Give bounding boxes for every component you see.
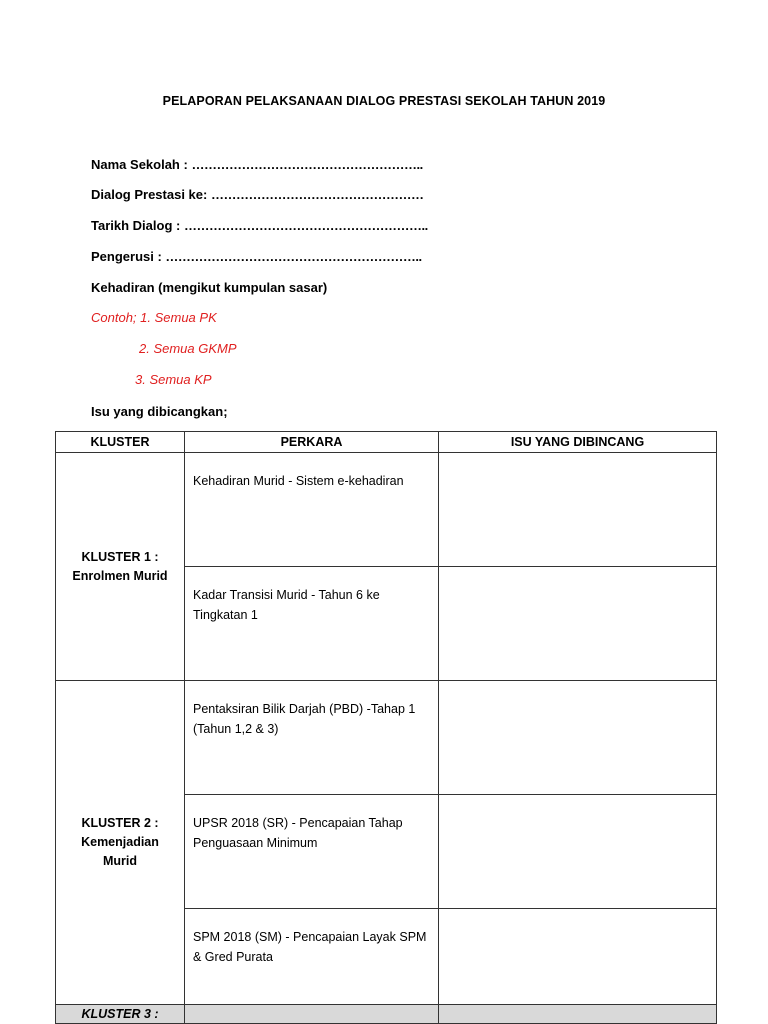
perkara-cell: Kehadiran Murid - Sistem e-kehadiran [185,453,439,567]
kluster-table [55,431,717,1024]
contoh-line-2: 2. Semua GKMP [139,341,237,356]
isu-cell[interactable] [439,909,717,1005]
header-kluster: KLUSTER [56,432,185,453]
table-row [56,1005,717,1024]
kluster-2-subtitle-1: Kemenjadian [81,835,159,849]
contoh-line-1: Contoh; 1. Semua PK [91,310,217,325]
perkara-cell[interactable] [185,1005,439,1024]
kehadiran-label: Kehadiran (mengikut kumpulan sasar) [91,280,328,295]
contoh-line-3: 3. Semua KP [135,372,212,387]
perkara-cell: Kadar Transisi Murid - Tahun 6 ke Tingkatan 1 [185,567,439,681]
perkara-cell: Pentaksiran Bilik Darjah (PBD) -Tahap 1 (Tahun 1,2 & 3) [185,681,439,795]
field-dialog-prestasi [91,187,423,202]
field-nama-sekolah [91,157,423,172]
field-label: Dialog Prestasi ke: [91,187,208,202]
perkara-cell: UPSR 2018 (SR) - Pencapaian Tahap Penguasaan Minimum [185,795,439,909]
field-value: ………………………………………………….. [183,218,428,233]
isu-cell[interactable] [439,681,717,795]
isu-cell[interactable] [439,567,717,681]
table-row [56,453,717,567]
isu-cell[interactable] [439,453,717,567]
kluster-2-subtitle-2: Murid [102,854,138,868]
field-value: ……………………………………………….. [191,157,423,172]
kluster-1-subtitle: Enrolmen Murid [72,568,168,583]
field-label: Pengerusi : [91,249,162,264]
field-label: Nama Sekolah : [91,157,188,172]
header-isu: ISU YANG DIBINCANG [439,432,717,453]
field-value: …………………………………………………….. [165,249,422,264]
isu-cell[interactable] [439,1005,717,1024]
field-label: Tarikh Dialog : [91,218,181,233]
header-perkara: PERKARA [185,432,439,453]
field-tarikh-dialog [91,218,428,233]
isu-cell[interactable] [439,795,717,909]
document-title: PELAPORAN PELAKSANAAN DIALOG PRESTASI SEKOLAH TAHUN 2019 [162,94,606,108]
field-pengerusi [91,249,422,264]
table-row [56,681,717,795]
kluster-1-title: KLUSTER 1 : [81,549,159,564]
kluster-2-title: KLUSTER 2 : [81,816,159,830]
kluster-3-cell: KLUSTER 3 : [56,1005,185,1024]
perkara-cell: SPM 2018 (SM) - Pencapaian Layak SPM & Gred Purata [185,909,439,1005]
isu-label: Isu yang dibicangkan; [91,404,228,419]
kluster-2-cell [56,681,185,1005]
kluster-1-cell [56,453,185,681]
field-value: …………………………………………… [210,187,424,202]
